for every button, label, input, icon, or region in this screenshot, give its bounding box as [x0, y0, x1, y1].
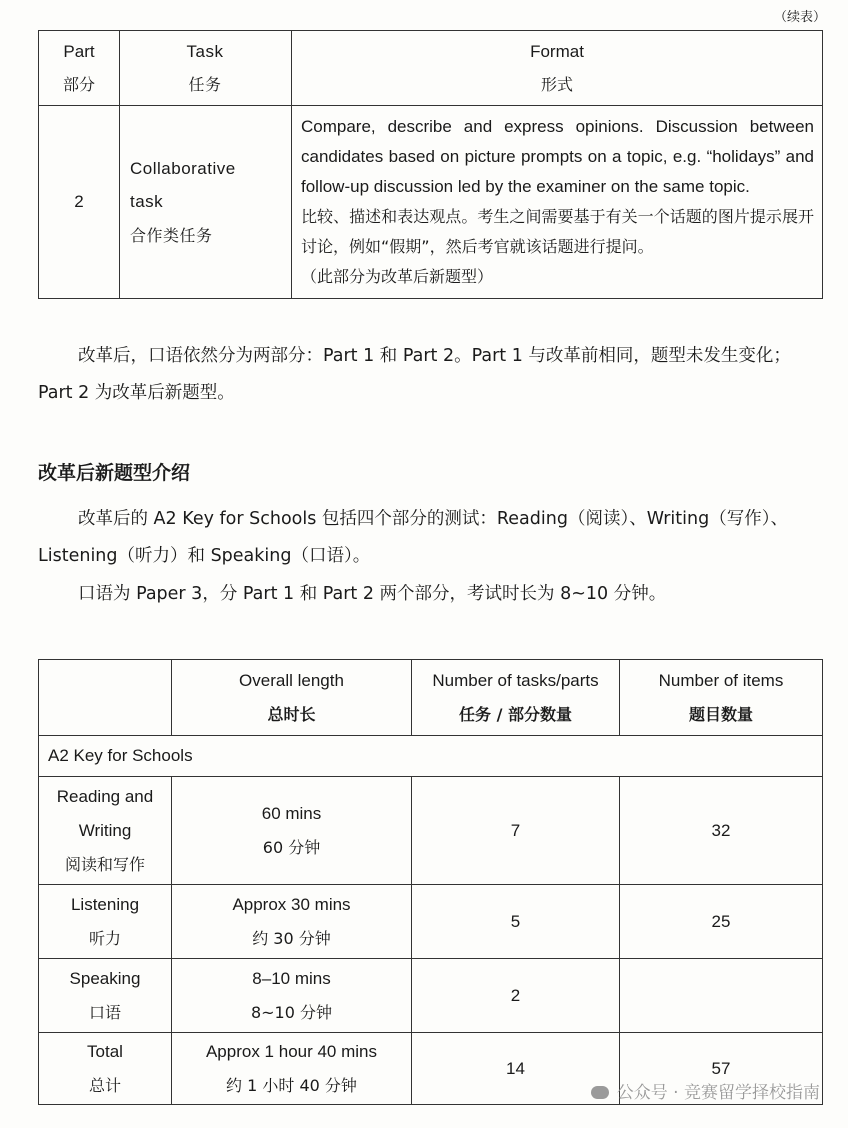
- row-name: Reading and Writing 阅读和写作: [39, 777, 172, 885]
- exam-table-header: [39, 660, 823, 736]
- format-note: （此部分为改革后新题型）: [301, 267, 494, 286]
- task-cell: Collaborative task 合作类任务: [120, 106, 292, 299]
- watermark: 公众号 · 竞赛留学择校指南: [591, 1078, 820, 1103]
- row-items: 57: [620, 1033, 823, 1105]
- row-tasks: 5: [412, 885, 620, 959]
- table-row: [39, 106, 823, 299]
- row-tasks: 2: [412, 959, 620, 1033]
- row-tasks: 14: [412, 1033, 620, 1105]
- table-row: [39, 885, 823, 959]
- wechat-icon: [591, 1086, 609, 1099]
- part-number: 2: [39, 106, 120, 299]
- format-en: Compare, describe and express opinions. Discussion between candidates based on picture prompts on a topic, e.g. “holidays” and follow-up discussion led by the examiner on the same topic.: [301, 117, 814, 196]
- row-name: Listening 听力: [39, 885, 172, 959]
- row-items: [620, 959, 823, 1033]
- format-zh: 比较、描述和表达观点。考生之间需要基于有关一个话题的图片提示展开讨论，例如“假期”，然后考官就该话题进行提问。: [301, 207, 814, 256]
- header-part: Part 部分: [39, 31, 120, 106]
- band-row: [39, 736, 823, 777]
- paragraph-1: 改革后，口语依然分为两部分：Part 1 和 Part 2。Part 1 与改革前相同，题型未发生变化；Part 2 为改革后新题型。: [38, 346, 791, 403]
- section-heading: 改革后新题型介绍: [38, 462, 191, 484]
- row-length: Approx 1 hour 40 mins 约 1 小时 40 分钟: [172, 1033, 412, 1105]
- header-items: Number of items 题目数量: [620, 660, 823, 736]
- row-length: Approx 30 mins 约 30 分钟: [172, 885, 412, 959]
- row-length: 60 mins 60 分钟: [172, 777, 412, 885]
- row-length: 8–10 mins 8~10 分钟: [172, 959, 412, 1033]
- header-task: Task 任务: [120, 31, 292, 106]
- format-table: [38, 30, 823, 299]
- continued-label: （续表）: [773, 10, 826, 25]
- row-name: Speaking 口语: [39, 959, 172, 1033]
- row-items: 25: [620, 885, 823, 959]
- header-tasks: Number of tasks/parts 任务 / 部分数量: [412, 660, 620, 736]
- table-row: [39, 777, 823, 885]
- format-cell: [292, 106, 823, 299]
- header-format: Format 形式: [292, 31, 823, 106]
- row-items: 32: [620, 777, 823, 885]
- row-name: Total 总计: [39, 1033, 172, 1105]
- paragraph-3: 口语为 Paper 3，分 Part 1 和 Part 2 两个部分，考试时长为 8~10 分钟。: [78, 584, 667, 604]
- format-table-header: [39, 31, 823, 106]
- paragraph-2: 改革后的 A2 Key for Schools 包括四个部分的测试：Reading（阅读）、Writing（写作）、Listening（听力）和 Speaking（口语）。: [38, 509, 788, 566]
- exam-table: [38, 659, 823, 1105]
- table-row: [39, 959, 823, 1033]
- band-label: A2 Key for Schools: [39, 736, 823, 777]
- row-tasks: 7: [412, 777, 620, 885]
- header-overall-length: Overall length 总时长: [172, 660, 412, 736]
- header-empty: [39, 660, 172, 736]
